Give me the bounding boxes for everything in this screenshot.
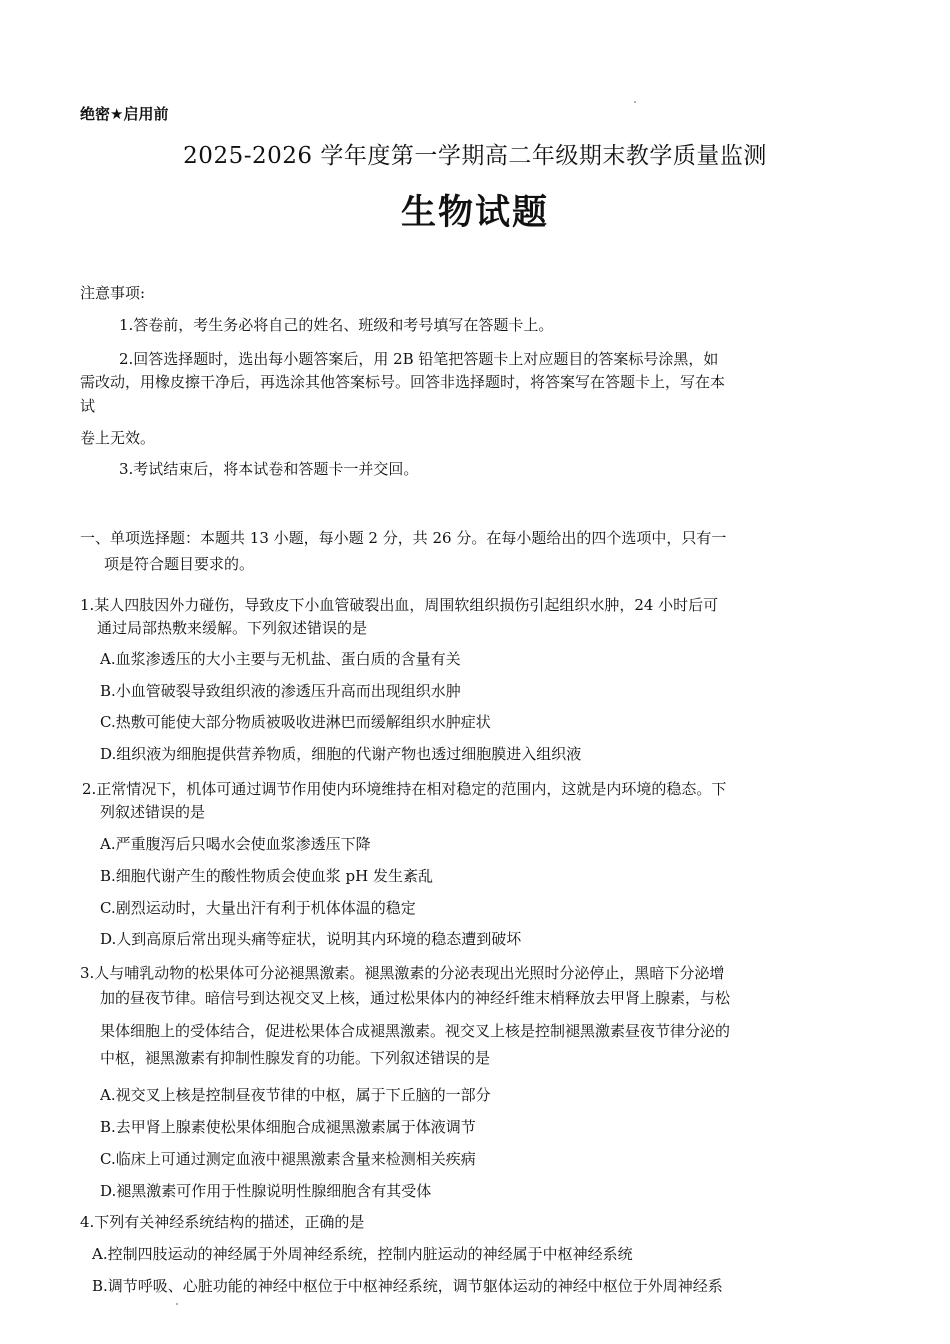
question-stem: 列叙述错误的是: [100, 803, 206, 821]
option-a: A.视交叉上核是控制昼夜节律的中枢，属于下丘脑的一部分: [100, 1086, 491, 1104]
question-stem: 加的昼夜节律。暗信号到达视交叉上核，通过松果体内的神经纤维末梢释放去甲肾上腺素，与松: [100, 989, 731, 1007]
notice-item: 试: [80, 397, 96, 415]
scan-speck: [176, 1303, 178, 1305]
question-stem: 3.人与哺乳动物的松果体可分泌褪黑激素。褪黑激素的分泌表现出光照时分泌停止，黑暗下分泌增: [80, 964, 725, 982]
option-a: A.血浆渗透压的大小主要与无机盐、蛋白质的含量有关: [100, 650, 461, 668]
option-d: D.人到高原后常出现头痛等症状，说明其内环境的稳态遭到破坏: [100, 930, 522, 948]
subject-title: 生物试题: [400, 193, 549, 233]
section-heading-line: 一、单项选择题：本题共 13 小题，每小题 2 分，共 26 分。在每小题给出的四个选项中，只有一: [80, 529, 727, 547]
option-b: B.调节呼吸、心脏功能的神经中枢位于中枢神经系统，调节躯体运动的神经中枢位于外周神经系: [92, 1277, 723, 1295]
option-b: B.小血管破裂导致组织液的渗透压升高而出现组织水肿: [100, 682, 461, 700]
question-stem: 果体细胞上的受体结合，促进松果体合成褪黑激素。视交叉上核是控制褪黑激素昼夜节律分泌的: [100, 1022, 731, 1040]
notice-item: 3.考试结束后，将本试卷和答题卡一并交回。: [119, 460, 419, 478]
notice-item: 需改动，用橡皮擦干净后，再选涂其他答案标号。回答非选择题时，将答案写在答题卡上，写在本: [80, 373, 726, 391]
option-c: C.临床上可通过测定血液中褪黑激素含量来检测相关疾病: [100, 1150, 476, 1168]
scan-speck: [634, 101, 636, 103]
notice-item: 卷上无效。: [80, 429, 156, 447]
option-a: A.严重腹泻后只喝水会使血浆渗透压下降: [100, 835, 371, 853]
notice-item: 2.回答选择题时，选出每小题答案后，用 2B 铅笔把答题卡上对应题目的答案标号涂黑，如: [119, 350, 719, 368]
option-a: A.控制四肢运动的神经属于外周神经系统，控制内脏运动的神经属于中枢神经系统: [92, 1245, 633, 1263]
option-d: D.褪黑激素可作用于性腺说明性腺细胞含有其受体: [100, 1182, 432, 1200]
notice-item: 1.答卷前，考生务必将自己的姓名、班级和考号填写在答题卡上。: [119, 316, 554, 334]
question-stem: 4.下列有关神经系统结构的描述，正确的是: [80, 1213, 365, 1231]
notice-heading: 注意事项:: [80, 284, 146, 302]
option-c: C.热敷可能使大部分物质被吸收进淋巴而缓解组织水肿症状: [100, 713, 491, 731]
question-stem: 通过局部热敷来缓解。下列叙述错误的是: [97, 619, 368, 637]
secret-mark: 绝密★启用前: [80, 105, 169, 123]
question-stem: 中枢，褪黑激素有抑制性腺发育的功能。下列叙述错误的是: [100, 1049, 491, 1067]
exam-title: 2025-2026 学年度第一学期高二年级期末教学质量监测: [183, 143, 767, 169]
question-stem: 2.正常情况下，机体可通过调节作用使内环境维持在相对稳定的范围内，这就是内环境的稳态。下: [82, 780, 727, 798]
section-heading-line: 项是符合题目要求的。: [104, 555, 255, 573]
option-b: B.细胞代谢产生的酸性物质会使血浆 pH 发生紊乱: [100, 867, 434, 885]
option-b: B.去甲肾上腺素使松果体细胞合成褪黑激素属于体液调节: [100, 1118, 476, 1136]
option-d: D.组织液为细胞提供营养物质，细胞的代谢产物也透过细胞膜进入组织液: [100, 745, 582, 763]
option-c: C.剧烈运动时，大量出汗有利于机体体温的稳定: [100, 899, 416, 917]
question-stem: 1.某人四肢因外力碰伤，导致皮下小血管破裂出血，周围软组织损伤引起组织水肿，24 小时后可: [80, 596, 719, 614]
